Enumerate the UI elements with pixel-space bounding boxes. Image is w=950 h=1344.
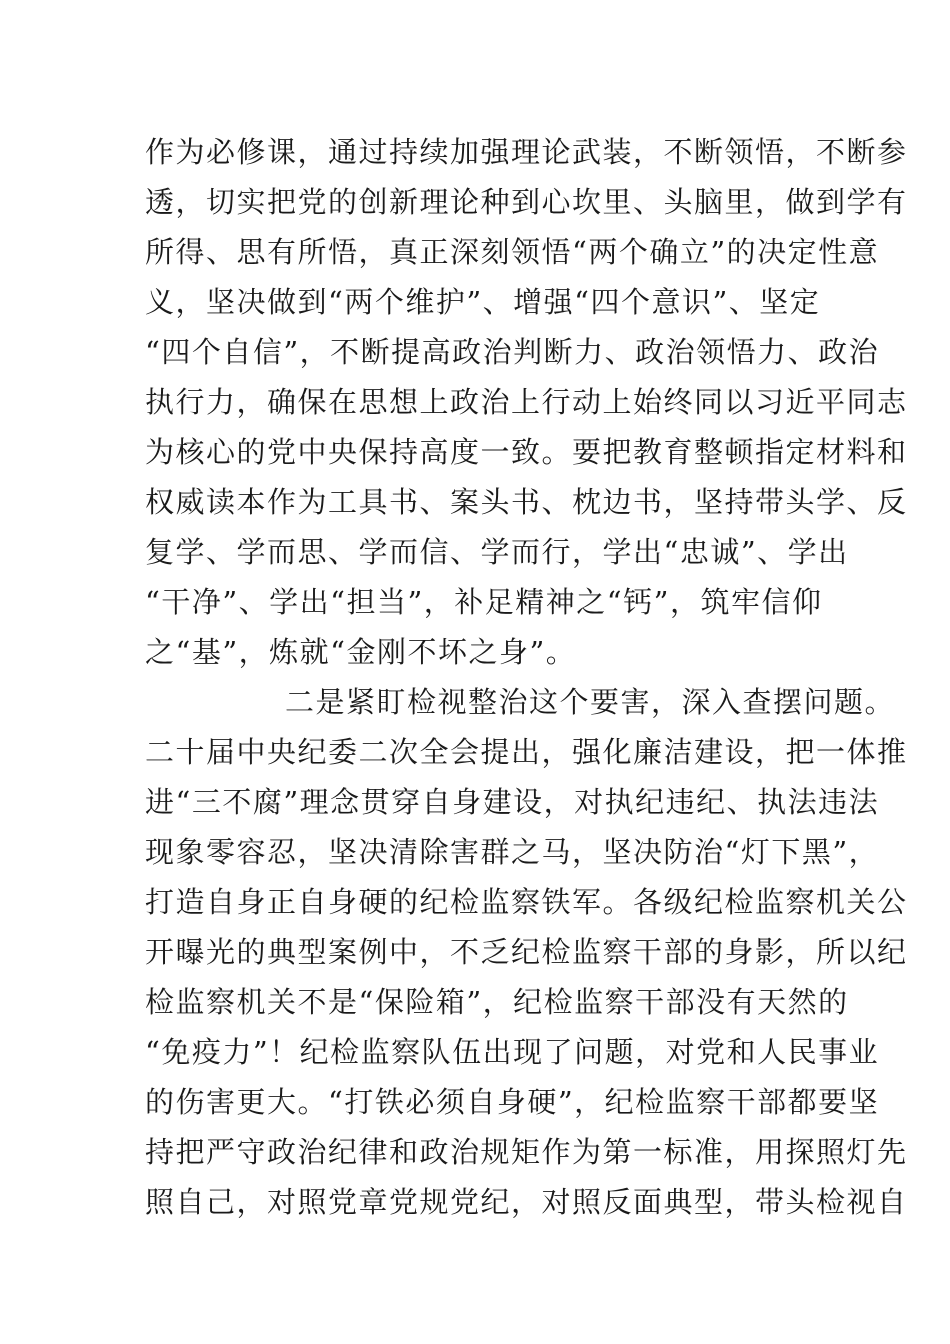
text-line: 所得、思有所悟，真正深刻领悟“两个确立”的决定性意 [145,235,880,269]
document-body-text [145,127,908,1227]
text-line: 执行力，确保在思想上政治上行动上始终同以习近平同志 [145,385,908,419]
text-line: 作为必修课，通过持续加强理论武装，不断领悟，不断参 [145,135,908,169]
text-line: “免疫力”！纪检监察队伍出现了问题，对党和人民事业 [145,1035,880,1069]
text-line: “干净”、学出“担当”，补足精神之“钙”，筑牢信仰 [145,585,823,619]
text-line: 的伤害更大。“打铁必须自身硬”，纪检监察干部都要坚 [145,1085,880,1119]
text-line: 持把严守政治纪律和政治规矩作为第一标准，用探照灯先 [145,1135,908,1169]
text-line: “四个自信”，不断提高政治判断力、政治领悟力、政治 [145,335,880,369]
text-line: 复学、学而思、学而信、学而行，学出“忠诚”、学出 [145,535,849,569]
text-line: 打造自身正自身硬的纪检监察铁军。各级纪检监察机关公 [145,885,908,919]
text-line: 二十届中央纪委二次全会提出，强化廉洁建设，把一体推 [145,735,908,769]
text-line: 权威读本作为工具书、案头书、枕边书，坚持带头学、反 [145,485,908,519]
text-line: 开曝光的典型案例中，不乏纪检监察干部的身影，所以纪 [145,935,908,969]
text-line: 义，坚决做到“两个维护”、增强“四个意识”、坚定 [145,285,821,319]
text-line: 透，切实把党的创新理论种到心坎里、头脑里，做到学有 [145,185,908,219]
text-line: 为核心的党中央保持高度一致。要把教育整顿指定材料和 [145,435,908,469]
text-line: 照自己，对照党章党规党纪，对照反面典型，带头检视自 [145,1185,908,1219]
text-line: 进“三不腐”理念贯穿自身建设，对执纪违纪、执法违法 [145,785,880,819]
section-heading-line: 二是紧盯检视整治这个要害，深入查摆问题。 [285,685,896,719]
text-line: 检监察机关不是“保险箱”，纪检监察干部没有天然的 [145,985,849,1019]
text-line: 之“基”，炼就“金刚不坏之身”。 [145,635,577,669]
text-line: 现象零容忍，坚决清除害群之马，坚决防治“灯下黑”， [145,835,880,869]
